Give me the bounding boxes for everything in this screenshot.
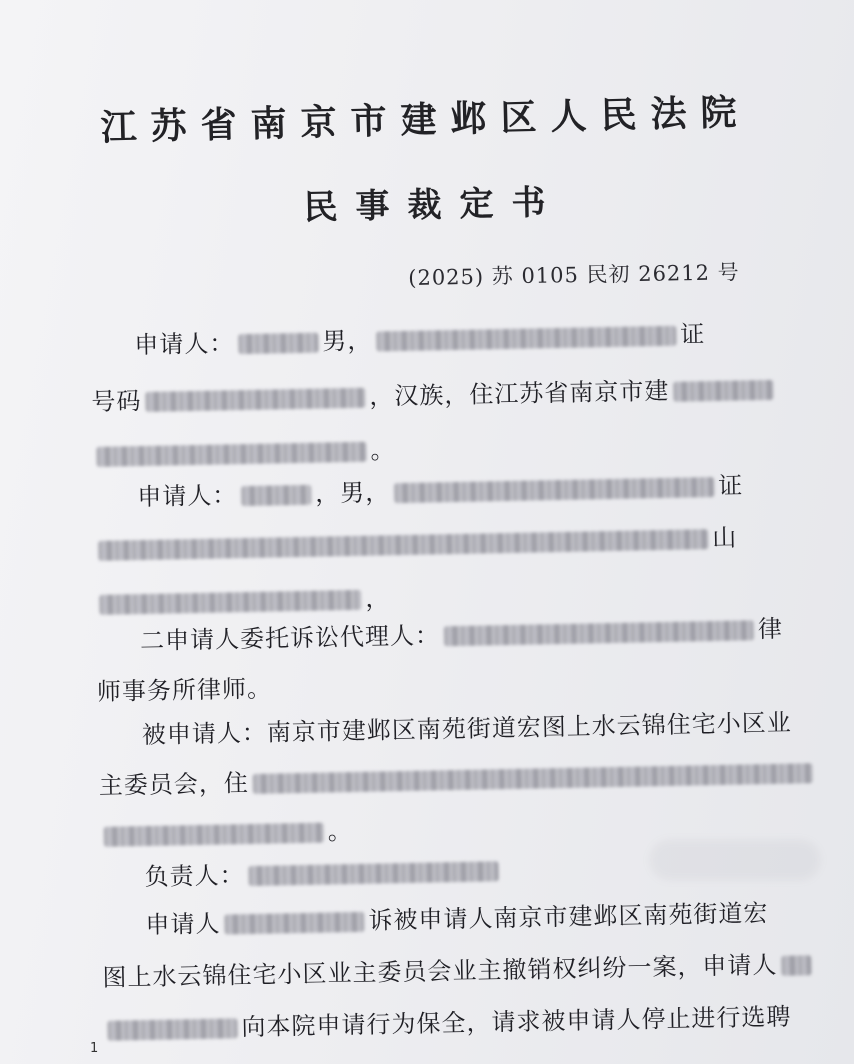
text-span: 证 [717, 471, 744, 500]
redacted-block [673, 380, 773, 402]
text-span: 图上水云锦住宅小区业主委员会业主撤销权纠纷一案，申请人 [102, 950, 778, 992]
document-body [90, 312, 830, 1042]
redacted-block [98, 529, 708, 561]
redacted-block [238, 333, 318, 355]
redacted-block [444, 620, 754, 646]
case-number: (2025) 苏 0105 民初 26212 号 [408, 260, 740, 290]
paragraph-applicant-2-line-1 [137, 465, 744, 512]
paragraph-applicant-2-line-3 [95, 578, 391, 619]
paragraph-respondent-line-2 [98, 752, 817, 801]
court-name-heading: 江苏省南京市建邺区人民法院 [100, 91, 752, 149]
text-span: 向本院申请行为保全，请求被申请人停止进行选聘 [241, 1002, 792, 1042]
redacted-block [99, 590, 361, 615]
redacted-block [145, 388, 365, 412]
text-span: 负责人： [144, 861, 245, 892]
text-span: 诉被申请人南京市建邺区南苑街道宏 [368, 899, 769, 935]
redacted-block [107, 1018, 237, 1040]
text-span: ，男， [314, 478, 391, 508]
redacted-block [96, 442, 366, 467]
redacted-block [224, 912, 364, 935]
redacted-block [781, 955, 811, 976]
redacted-block [376, 326, 676, 352]
text-span: 律 [757, 614, 784, 644]
text-span: 师事务所律师。 [96, 674, 273, 706]
paragraph-agent-line-2 [97, 669, 273, 707]
paragraph-case-line-1 [145, 893, 769, 940]
redacted-block [104, 823, 324, 847]
text-span: ， [365, 584, 391, 613]
redacted-block [394, 477, 714, 503]
redacted-block [248, 861, 498, 886]
text-span: 申请人： [137, 481, 238, 512]
paragraph-applicant-1-line-1 [134, 314, 706, 360]
text-span: 申请人 [145, 909, 221, 940]
text-span: 男， [322, 326, 373, 356]
text-span: 号码 [91, 387, 142, 416]
text-span: 。 [370, 436, 396, 465]
paragraph-applicant-2-line-2 [94, 518, 738, 565]
paragraph-applicant-1-line-3 [92, 430, 396, 471]
text-span: 申请人： [134, 329, 235, 360]
faint-stamp-shadow [650, 840, 820, 880]
paragraph-case-line-2 [102, 944, 816, 993]
paragraph-responsible-person [144, 850, 503, 892]
text-span: 山 [711, 523, 738, 553]
paragraph-case-line-3 [103, 997, 792, 1045]
redacted-block [241, 485, 311, 506]
text-span: 主委员会，住 [98, 769, 250, 800]
text-span: 二申请人委托诉讼代理人： [139, 621, 441, 656]
paragraph-applicant-1-line-2 [91, 369, 778, 417]
text-span: ，汉族，住江苏省南京市建 [369, 376, 670, 411]
text-span: 证 [680, 320, 706, 349]
text-span: 。 [327, 817, 354, 846]
document-type-heading: 民事裁定书 [303, 182, 564, 228]
paragraph-respondent-line-1 [141, 703, 792, 750]
page-number: 1 [90, 1041, 99, 1056]
redacted-block [253, 763, 813, 794]
text-span: 被申请人：南京市建邺区南苑街道宏图上水云锦住宅小区业 [141, 708, 793, 750]
paragraph-respondent-line-3 [99, 811, 353, 851]
